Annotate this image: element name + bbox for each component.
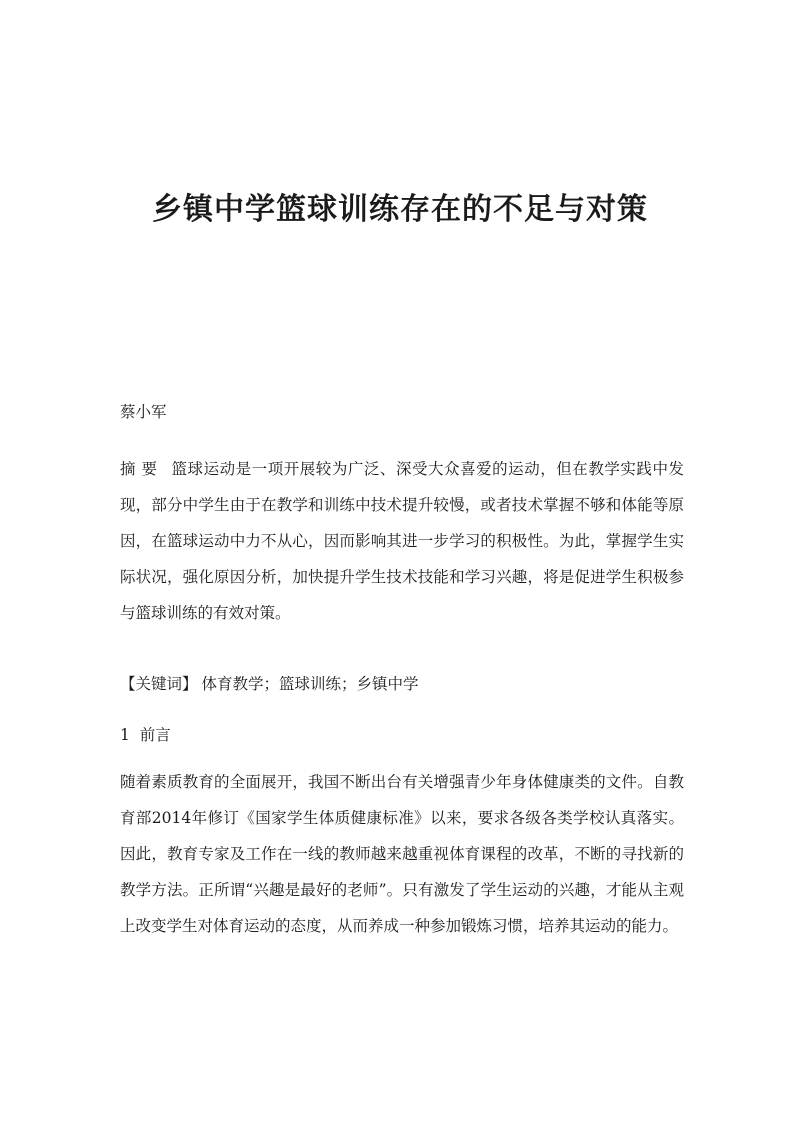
section-paragraph: 随着素质教育的全面展开，我国不断出台有关增强青少年身体健康类的文件。自教育部2014年修订《国家学生体质健康标准》以来，要求各级各类学校认真落实。因此，教育专家及工作在一线的教师越来越重视体育课程的改革，不断的寻找新的教学方法。正所谓“兴趣是最好的老师”。只有激发了学生运动的兴趣，才能从主观上改变学生对体育运动的态度，从而养成一种参加锻炼习惯，培养其运动的能力。 (120, 773, 684, 935)
author-name: 蔡小军 (120, 403, 167, 421)
abstract-label: 摘 要 (120, 460, 158, 478)
abstract-paragraph (120, 451, 684, 631)
abstract-text: 篮球运动是一项开展较为广泛、深受大众喜爱的运动，但在教学实践中发现，部分中学生由于在教学和训练中技术提升较慢，或者技术掌握不够和体能等原因，在篮球运动中力不从心，因而影响其进一步学习的积极性。为此，掌握学生实际状况，强化原因分析，加快提升学生技术技能和学习兴趣，将是促进学生积极参与篮球训练的有效对策。 (120, 460, 684, 622)
keywords (120, 666, 684, 702)
keywords-label: 【关键词】 (120, 675, 198, 693)
abstract (120, 451, 684, 631)
section-body (120, 764, 684, 944)
document-title: 乡镇中学篮球训练存在的不足与对策 (152, 192, 648, 227)
section-heading: 1 前言 (120, 726, 171, 744)
keywords-text: 体育教学；篮球训练；乡镇中学 (201, 675, 419, 693)
